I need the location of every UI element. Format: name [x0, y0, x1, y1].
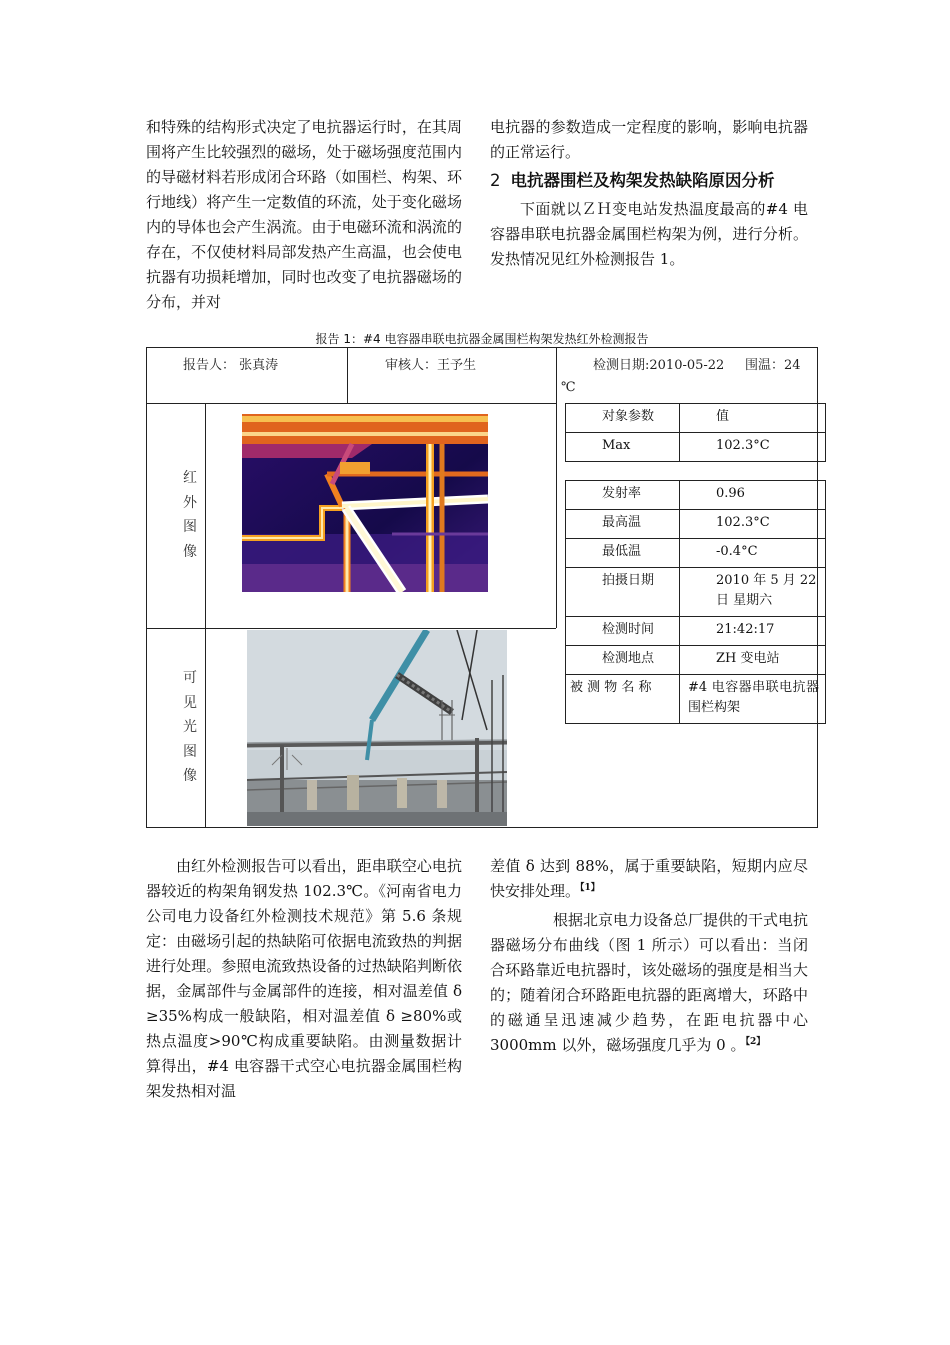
params-table-1 — [565, 403, 825, 462]
table-row — [566, 646, 826, 675]
ir-image-label: 红 外 图 像 — [183, 470, 197, 560]
params-table-2 — [565, 480, 825, 724]
table-cell: 检测时间 — [566, 617, 680, 646]
table-row — [566, 510, 826, 539]
section-title: 电抗器围栏及构架发热缺陷原因分析 — [510, 171, 775, 190]
table-cell: 21:42:17 — [680, 617, 826, 646]
table-cell: Max — [566, 433, 680, 462]
table-row — [566, 568, 826, 617]
table-header: 对象参数 — [566, 404, 680, 433]
paragraph: 由红外检测报告可以看出，距串联空心电抗器较近的构架角钢发热 102.3℃。《河南省电力公司电力设备红外检测技术规范》第 5.6 条规定：由磁场引起的热缺陷可依据电流致热的判据进行处理。参照电流致热设备的过热缺陷判断依据，金属部件与金属部件的连接，相对温差值 δ ≥35%构成一般缺陷，相对温差值 δ ≥80%或热点温度>90℃构成重要缺陷。由测量数据计算得出，#4 电容器干式空心电抗器金属围栏构架发热相对温 — [146, 857, 462, 1100]
table-cell: 2010 年 5 月 22 日 星期六 — [680, 568, 826, 617]
table-cell: 发射率 — [566, 481, 680, 510]
reference-mark: 【1】 — [580, 883, 600, 893]
visible-light-photo — [247, 630, 507, 826]
reporter: 报告人： 张真涛 — [183, 358, 279, 373]
reference-mark: 【2】 — [745, 1037, 766, 1047]
detection-date: 检测日期:2010-05-22 围温：24 — [593, 358, 801, 373]
right-column-bottom — [490, 854, 808, 1058]
temp-unit: ℃ — [561, 380, 576, 395]
table-row — [566, 617, 826, 646]
table-row — [566, 539, 826, 568]
table-cell: 最高温 — [566, 510, 680, 539]
table-cell: 最低温 — [566, 539, 680, 568]
table-cell: 拍摄日期 — [566, 568, 680, 617]
table-cell: 被 测 物 名 称 — [566, 675, 680, 724]
report-caption: 报告 1：#4 电容器串联电抗器金属围栏构架发热红外检测报告 — [315, 332, 649, 346]
section-number: 2 — [490, 171, 501, 190]
table-cell: 检测地点 — [566, 646, 680, 675]
paragraph-continued: 和特殊的结构形式决定了电抗器运行时，在其周围将产生比较强烈的磁场，处于磁场强度范围内的导磁材料若形成闭合环路（如围栏、构架、环行地线）将产生一定数值的环流，处于变化磁场内的导体也会产生涡流。由于电磁环流和涡流的存在，不仅使材料局部发热产生高温，也会使电抗器有功损耗增加，同时也改变了电抗器磁场的分布，并对 — [146, 118, 462, 311]
visible-image-label: 可 见 光 图 像 — [183, 670, 197, 784]
left-column-bottom — [146, 854, 462, 1104]
paragraph-continued: 电抗器的参数造成一定程度的影响，影响电抗器的正常运行。 — [490, 118, 808, 161]
reviewer: 审核人：王予生 — [385, 358, 477, 373]
table-cell: #4 电容器串联电抗器围栏构架 — [680, 675, 826, 724]
left-column-top — [146, 115, 462, 315]
infrared-report — [146, 347, 818, 828]
table-cell: 102.3°C — [680, 433, 826, 462]
table-row — [566, 481, 826, 510]
section-heading — [490, 169, 808, 193]
table-row — [566, 404, 826, 433]
thermal-image — [242, 414, 488, 592]
paragraph: 下面就以ＺＨ变电站发热温度最高的#4 电容器串联电抗器金属围栏构架为例，进行分析。发热情况见红外检测报告 1。 — [490, 200, 808, 268]
paragraph: 根据北京电力设备总厂提供的干式电抗器磁场分布曲线（图 1 所示）可以看出：当闭合环路靠近电抗器时，该处磁场的强度是相当大的；随着闭合环路距电抗器的距离增大，环路中的磁通呈迅速减少趋势，在距电抗器中心 3000mm 以外，磁场强度几乎为 0 。$^{【2】}$ — [490, 911, 809, 1054]
table-header: 值 — [680, 404, 826, 433]
table-cell: -0.4°C — [680, 539, 826, 568]
table-cell: 102.3°C — [680, 510, 826, 539]
table-cell: 0.96 — [680, 481, 826, 510]
table-row — [566, 675, 826, 724]
table-row — [566, 433, 826, 462]
right-column-top — [490, 115, 808, 272]
table-cell: ZH 变电站 — [680, 646, 826, 675]
paragraph-continued: 差值 δ 达到 88%，属于重要缺陷，短期内应尽快安排处理。$^{【1】}$ — [490, 857, 808, 900]
